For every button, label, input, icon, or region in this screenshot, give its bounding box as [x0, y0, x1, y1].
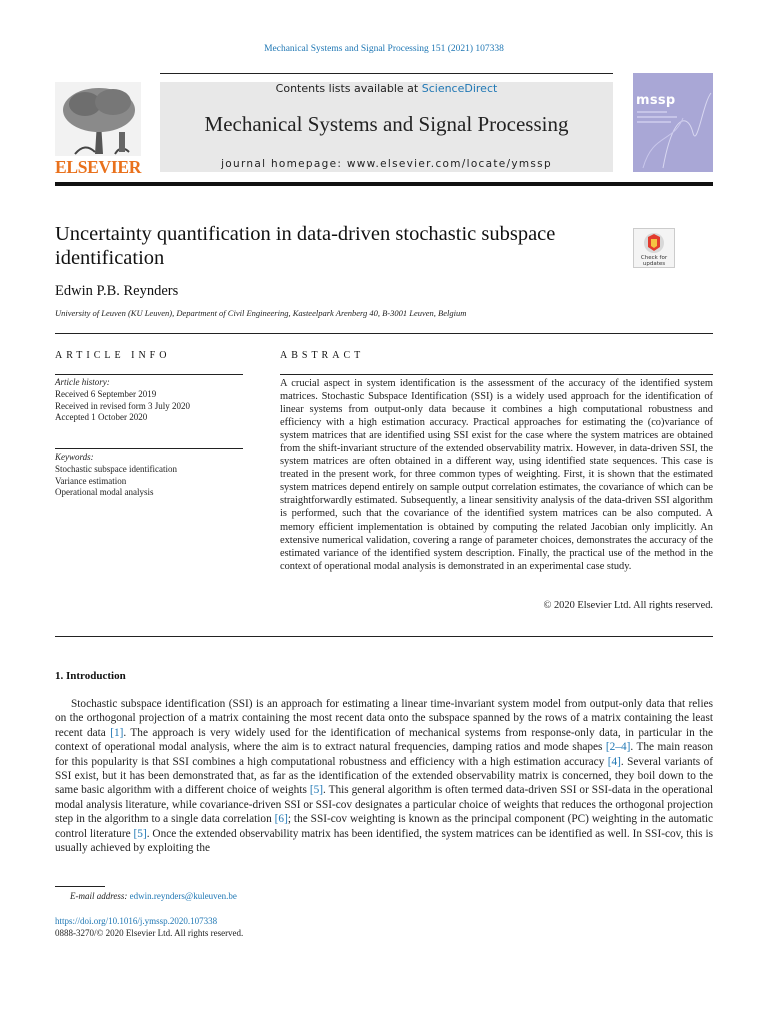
intro-text-segment: . The approach is very widely used for the identification of mechanical systems from response-only data, in particular in the context of operational modal analysis, where the aim is to extract natural frequencies, damping ratios and mode shapes: [55, 726, 713, 754]
intro-text-segment: . This general algorithm is often termed data-driven SSI or SSI-data in the operational modal analysis literature, while covariance-driven SSI or SSI-cov designates a particular choice of weights that reduces the orthogonal projection step in the algorithm to a single data correlation: [55, 784, 713, 826]
article-title: Uncertainty quantification in data-driven stochastic subspace identification: [55, 223, 556, 269]
authors: Edwin P.B. Reynders: [55, 283, 179, 299]
history-label: Article history:: [55, 377, 110, 387]
abstract-end-rule: [55, 636, 713, 637]
email-label: E-mail address:: [70, 891, 130, 901]
author-email-footnote: [70, 891, 237, 901]
citation-link[interactable]: [2–4]: [605, 741, 631, 754]
top-rule: [160, 73, 613, 74]
cover-label: mssp: [636, 93, 676, 108]
citation-link[interactable]: [5]: [309, 784, 324, 797]
author-email-link[interactable]: edwin.reynders@kuleuven.be: [129, 891, 237, 901]
intro-text-segment: Stochastic subspace identification (SSI) is an approach for estimating a linear time-invariant system model from output-only data that relies on the orthogonal projection of a matrix containing the most recent data onto the subspace spanned by the rows of a matrix containing the least recent data: [55, 698, 713, 739]
abstract-rule: [280, 374, 713, 375]
journal-banner: [160, 82, 613, 172]
footnote-rule: [55, 886, 105, 887]
abstract-copyright: © 2020 Elsevier Ltd. All rights reserved.: [543, 600, 713, 611]
keywords-label: Keywords:: [55, 452, 94, 462]
intro-text-segment: . Several variants of SSI exist, but it has been demonstrated that, as far as the identification of the extended observability matrix is concerned, they boil down to the same basic algorithm with a different choice of weights: [55, 755, 714, 797]
history-item: Received in revised form 3 July 2020: [55, 400, 190, 411]
history-item: Accepted 1 October 2020: [55, 412, 148, 423]
keywords: [55, 452, 243, 499]
article-history: [55, 377, 243, 424]
issn-copyright: 0888-3270/© 2020 Elsevier Ltd. All rights reserved.: [55, 928, 244, 938]
title-block-rule: [55, 333, 713, 334]
doi-link[interactable]: https://doi.org/10.1016/j.ymssp.2020.107338: [55, 916, 218, 926]
sciencedirect-link[interactable]: ScienceDirect: [421, 82, 498, 95]
crossmark-label: [634, 255, 674, 267]
intro-text-segment: . The main reason for this popularity is that SSI combines a high computational robustness and efficiency with a high estimation accuracy: [55, 741, 713, 768]
citation-link[interactable]: [4]: [607, 755, 621, 768]
publisher-wordmark[interactable]: ELSEVIER: [55, 157, 142, 177]
keyword-item: Operational modal analysis: [55, 487, 154, 498]
intro-text-segment: . Once the extended observability matrix has been identified, the system matrices can be identified as well. In SSI-cov, this is usually achieved by exploiting the: [55, 827, 713, 855]
keywords-rule: [55, 448, 243, 449]
history-item: Received 6 September 2019: [55, 388, 157, 399]
contents-line: [160, 82, 613, 95]
abstract-heading: ABSTRACT: [280, 350, 365, 361]
contents-prefix: Contents lists available at: [275, 82, 422, 95]
keyword-item: Stochastic subspace identification: [55, 463, 177, 474]
intro-text-segment: ; the SSI-cov weighting is known as the principal component (PC) weighting in the automatic control literature: [55, 813, 713, 840]
article-info-rule: [55, 374, 243, 375]
section-heading-introduction: 1. Introduction: [55, 670, 126, 682]
check-for-updates-badge[interactable]: [633, 228, 675, 268]
abstract-text: A crucial aspect in system identification is the assessment of the accuracy of the identified system matrices. Stochastic Subspace Identification (SSI) is a widely used approach for the identification of linear systems from output-only data because it combines a high computational robustness and efficiency with a high estimation accuracy. Practical approaches for estimating the (co)variance of system matrices that are identified using SSI exist for the case where the system matrices are obtained from the shift-invariant structure of the extended observability matrix. However, in data-driven SSI, the system matrices are often obtained in a different way, using identified state sequences. This case is treated in the present work, for three common types of weighting. First, it is shown that the estimated system matrices depend entirely on sample output correlation estimates, the covariance of which can be straightforwardly estimated. Subsequently, a linear sensitivity analysis of the data-driven SSI algorithm is performed, such that the covariance of the identified system matrices can be also computed. A memory efficient implementation is obtained by computing the related Jacobian only implicitly. An extensive numerical validation, covering a range of parameter choices, demonstrates the accuracy of the estimated variance of the identified system description. Finally, the practical use of the method in the context of operational modal analysis is demonstrated in an experimental case study.: [280, 378, 713, 572]
citation-link[interactable]: [6]: [274, 813, 288, 826]
journal-title: Mechanical Systems and Signal Processing: [204, 112, 569, 136]
introduction-paragraph: [55, 697, 713, 855]
header-thick-rule: [55, 182, 713, 186]
crossmark-label-line-1: Check for: [640, 255, 668, 261]
article-info-heading: ARTICLE INFO: [55, 350, 171, 361]
crossmark-label-line-2: updates: [642, 261, 666, 267]
keyword-item: Variance estimation: [55, 475, 127, 486]
citation-link[interactable]: [1]: [110, 726, 124, 739]
cover-graphic: [633, 73, 713, 172]
affiliation: University of Leuven (KU Leuven), Department of Civil Engineering, Kasteelpark Arenberg 40, B-3001 Leuven, Belgium: [55, 308, 467, 318]
journal-homepage[interactable]: journal homepage: www.elsevier.com/locate/ymssp: [221, 158, 552, 170]
citation-link[interactable]: [5]: [133, 827, 147, 840]
running-head[interactable]: Mechanical Systems and Signal Processing 151 (2021) 107338: [264, 44, 504, 54]
crossmark-icon: [634, 231, 674, 257]
journal-cover-thumbnail[interactable]: [633, 73, 713, 172]
